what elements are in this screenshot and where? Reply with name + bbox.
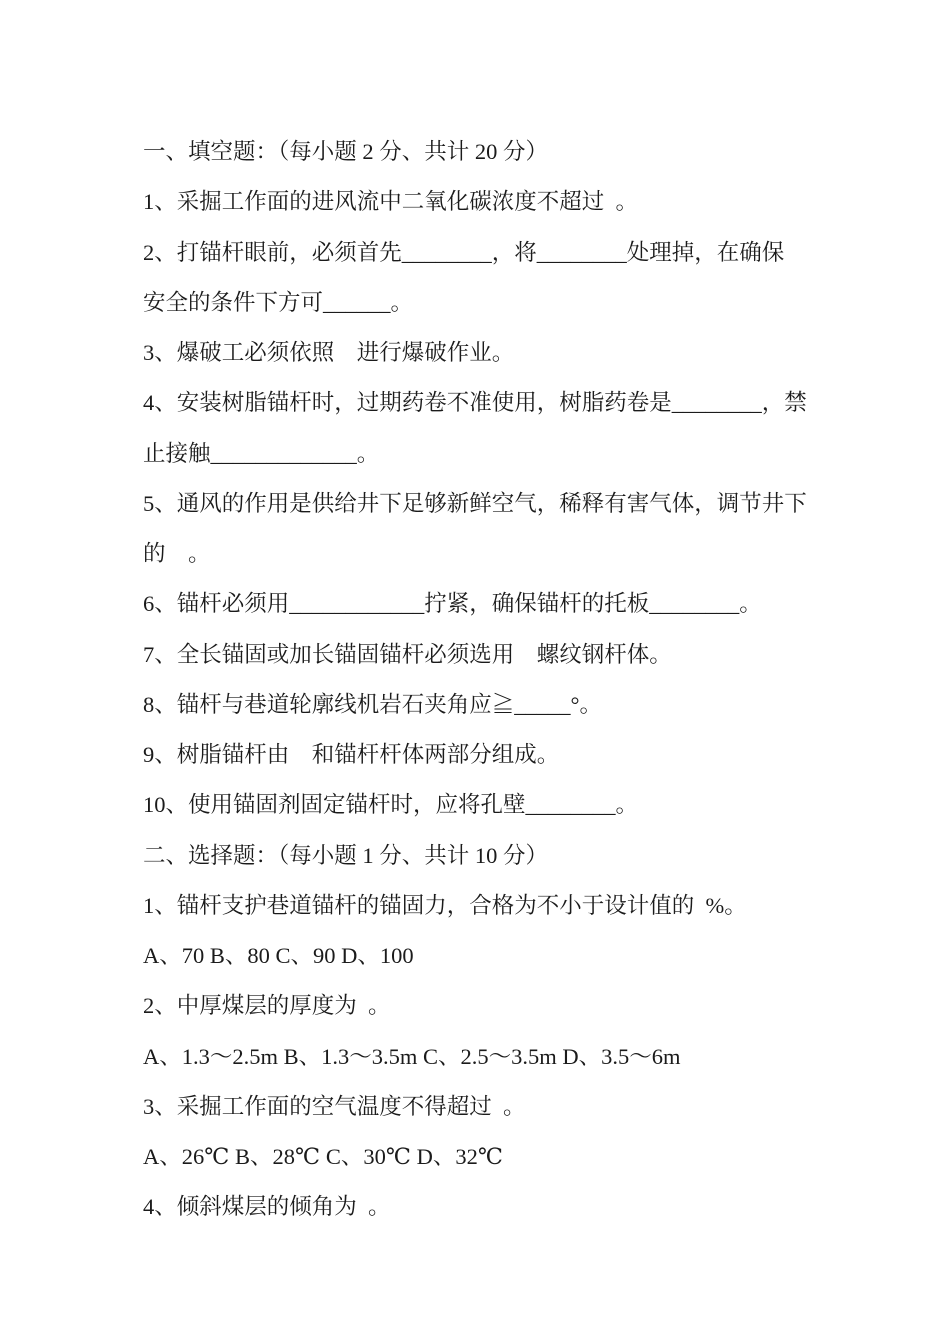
s1-q10: 10、使用锚固剂固定锚杆时，应将孔壁________。 bbox=[143, 792, 639, 818]
s1-q2-line2: 安全的条件下方可______。 bbox=[143, 289, 414, 315]
section2-heading: 二、选择题：（每小题 1 分、共计 10 分） bbox=[143, 842, 549, 868]
s1-q5-line1: 5、通风的作用是供给井下足够新鲜空气，稀释有害气体，调节井下 bbox=[143, 490, 807, 516]
s2-q3-options: A、26℃ B、28℃ C、30℃ D、32℃ bbox=[143, 1144, 504, 1169]
s1-q6: 6、锚杆必须用____________拧紧，确保锚杆的托板________。 bbox=[143, 591, 762, 617]
s1-q9: 9、树脂锚杆由 和锚杆杆体两部分组成。 bbox=[143, 742, 560, 767]
s1-q3: 3、爆破工必须依照 进行爆破作业。 bbox=[143, 340, 515, 365]
s1-q2-line1: 2、打锚杆眼前，必须首先________，将________处理掉，在确保 bbox=[143, 239, 785, 265]
s1-q7: 7、全长锚固或加长锚固锚杆必须选用 螺纹钢杆体。 bbox=[143, 641, 672, 667]
document-content bbox=[143, 127, 833, 1233]
s1-q5-line2: 的 。 bbox=[143, 541, 211, 566]
s1-q1: 1、采掘工作面的进风流中二氧化碳浓度不超过 。 bbox=[143, 189, 639, 215]
s1-q4-line2: 止接触_____________。 bbox=[143, 440, 380, 466]
s2-q1: 1、锚杆支护巷道锚杆的锚固力，合格为不小于设计值的 %。 bbox=[143, 892, 747, 918]
s2-q1-options: A、70 B、80 C、90 D、100 bbox=[143, 943, 414, 968]
s2-q2-options: A、1.3～2.5m B、1.3～3.5m C、2.5～3.5m D、3.5～6m bbox=[143, 1043, 681, 1069]
s2-q4: 4、倾斜煤层的倾角为 。 bbox=[143, 1194, 391, 1220]
s2-q3: 3、采掘工作面的空气温度不得超过 。 bbox=[143, 1093, 526, 1119]
section1-heading: 一、填空题：（每小题 2 分、共计 20 分） bbox=[143, 139, 549, 164]
s1-q4-line1: 4、安装树脂锚杆时，过期药卷不准使用，树脂药卷是________，禁 bbox=[143, 390, 807, 416]
s2-q2: 2、中厚煤层的厚度为 。 bbox=[143, 993, 391, 1019]
s1-q8: 8、锚杆与巷道轮廓线机岩石夹角应≧_____°。 bbox=[143, 691, 602, 717]
